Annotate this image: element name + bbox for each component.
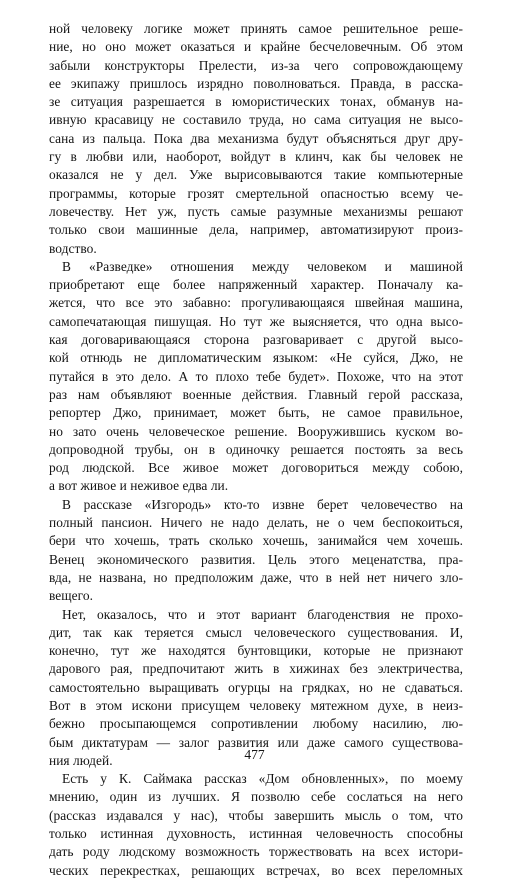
paragraph <box>49 496 463 606</box>
text-line: водство. <box>49 240 97 256</box>
text-line: жется, что все это забавно: прогуливающаяся швейная машина, <box>49 295 463 311</box>
text-line: забыли конструкторы Прелести, из-за чего сопровождающему <box>49 57 463 73</box>
text-line: оказался не у дел. Уже вырисовываются такие компьютерные <box>49 167 463 183</box>
text-line: путайся в это дело. А то плохо тебе будет». Похоже, что на этот <box>49 368 463 384</box>
page-number: 477 <box>244 747 265 762</box>
text-line: ной человеку логике может принять самое решительное реше- <box>49 21 463 36</box>
text-line: Венец экономического развития. Цель этого меценатства, пра- <box>49 551 463 567</box>
text-line: дит, так как теряется смысл человеческого существования. И, <box>49 624 463 640</box>
text-line: самопечатающая пишущая. Но тут же выясняется, что одна высо- <box>49 313 463 329</box>
text-line: гу в любви или, наоборот, войдут в клинч, как бы человек не <box>49 149 463 165</box>
text-line: кая договаривающаяся сторона разговаривает с другой высо- <box>49 332 463 348</box>
text-line: ния людей. <box>49 752 113 768</box>
text-line: мнению, один из лучших. Я позволю себе сослаться на него <box>49 789 463 805</box>
text-line: вда, не названа, но предположим даже, что в ней нет ничего зло- <box>49 569 463 585</box>
text-line: В рассказе «Изгородь» кто-то извне берет человечество на <box>62 496 463 512</box>
paragraph <box>49 770 463 880</box>
text-line: но зато очень человеческое решение. Вооружившись куском во- <box>49 423 463 439</box>
paragraph <box>49 258 463 496</box>
text-line: допроводной трубы, он в одиночку решается постоять за весь <box>49 441 463 457</box>
text-line: бери что хочешь, трать сколько хочешь, занимайся чем хочешь. <box>49 533 463 549</box>
text-line: самостоятельно выращивать огурцы на грядках, но не сдаваться. <box>49 679 463 695</box>
text-line: род людской. Все живое может договориться между собою, <box>49 460 463 476</box>
text-line: конечно, тут же находятся бунтовщики, которые не признают <box>49 643 463 659</box>
text-line: Есть у К. Саймака рассказ «Дом обновленных», по моему <box>62 771 463 787</box>
paragraph <box>49 606 463 771</box>
text-line: дать роду людскому возможность торжествовать на всех истори- <box>49 844 463 860</box>
paragraph <box>49 20 463 258</box>
text-line: ловечеству. Нет уж, пусть самые разумные механизмы решают <box>49 203 463 219</box>
text-line: ческих перекрестках, решающих встречах, во всех переломных <box>49 862 463 878</box>
text-line: В «Разведке» отношения между человеком и машиной <box>62 258 463 274</box>
text-line: только истинная духовность, истинная человечность способны <box>49 826 463 842</box>
text-line: (рассказ издавался у нас), чтобы завершить мысль о том, что <box>49 807 463 823</box>
text-line: Вот в этом искони присущем человеку мятежном духе, в неиз- <box>49 697 463 713</box>
text-line: репортер Джо, принимает, может быть, не самое правильное, <box>49 405 463 421</box>
text-line: ние, но оно может оказаться и крайне бесчеловечным. Об этом <box>49 39 463 55</box>
text-line: бым диктатурам — залог развития или даже самого существова- <box>49 734 463 750</box>
text-line: кой отнюдь не дипломатическим языком: «Не суйся, Джо, не <box>49 350 463 366</box>
text-line: только свои машинные дела, например, автоматизируют произ- <box>49 222 463 238</box>
text-line: ивную красавицу не составило труда, но сама ситуация не высо- <box>49 112 463 128</box>
text-line: полный пансион. Ничего не надо делать, не о чем беспокоиться, <box>49 515 463 531</box>
text-line: программы, которые грозят смертельной опасностью всему че- <box>49 185 463 201</box>
text-line: приобретают еще более напряженный характер. Поначалу ка- <box>49 277 463 293</box>
text-line: бежно просыпающемся сопротивлении любому насилию, лю- <box>49 716 463 732</box>
text-line: раз нам объявляют военные действия. Главный герой рассказа, <box>49 386 463 402</box>
text-line: ее экипажу пришлось изрядно поволноваться. Правда, в расска- <box>49 75 463 91</box>
text-line: дарового рая, предпочитают жить в хижинах без электричества, <box>49 661 463 677</box>
text-line: вещего. <box>49 588 93 604</box>
text-line: Нет, оказалось, что и этот вариант благоденствия не прохо- <box>62 606 463 622</box>
text-line: зе ситуация разрешается в юмористических тонах, обманув на- <box>49 94 463 110</box>
text-line: сана из пальца. Пока два механизма будут объясняться друг дру- <box>49 130 463 146</box>
text-line: а вот живое и неживое едва ли. <box>49 478 229 494</box>
